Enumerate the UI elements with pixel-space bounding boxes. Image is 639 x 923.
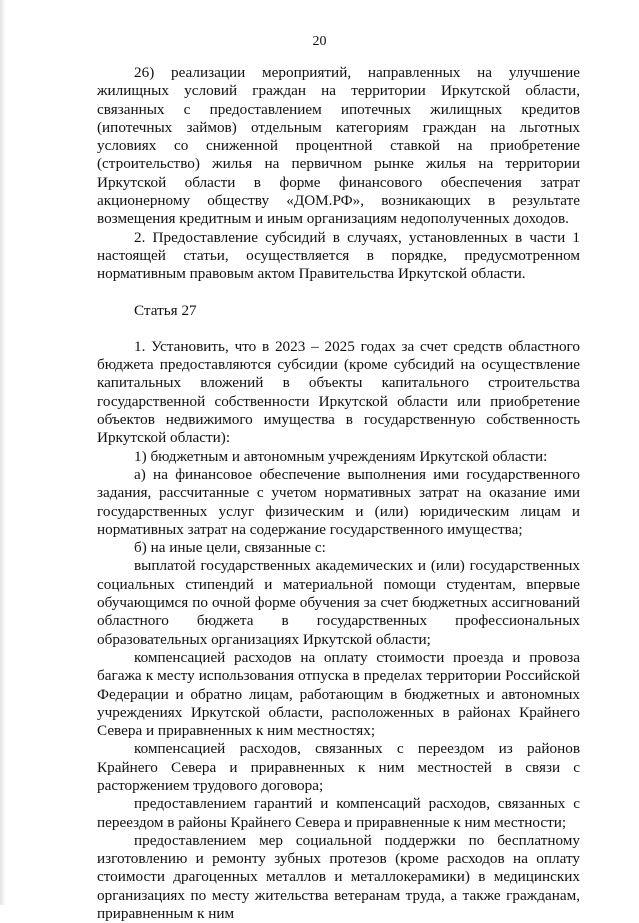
paragraph-budget-institutions: 1) бюджетным и автономным учреждениям Иркутской области: — [134, 447, 548, 465]
paragraph-subsidy-procedure: 2. Предоставление субсидий в случаях, установленных в части 1 настоящей статьи, осуществляется в порядке, предусмотренном нормативным правовым актом Правительства Иркутской области. — [97, 228, 580, 283]
paragraph-state-task: а) на финансовое обеспечение выполнения ими государственного задания, рассчитанные с учетом нормативных затрат на оказание ими государственных услуг физическим и (или) юридическим лицам и нормативных затрат на содержание государственного имущества; — [97, 465, 580, 538]
paragraph-relocation-from-north: компенсацией расходов, связанных с переездом из районов Крайнего Севера и приравненных к ним местностей в связи с расторжением трудового договора; — [97, 740, 580, 794]
paragraph-scholarships: выплатой государственных академических и (или) государственных социальных стипендий и материальной помощи студентам, впервые обучающимся по очной форме обучения за счет бюджетных ассигнований областного бюджета в государственных профессиональных образовательных организациях Иркутской области; — [97, 557, 580, 648]
paragraph-relocation-to-north: предоставлением гарантий и компенсаций расходов, связанных с переездом в районы Крайнего Севера и приравненные к ним местности; — [97, 795, 580, 831]
paragraph-dental-support: предоставлением мер социальной поддержки по бесплатному изготовлению и ремонту зубных протезов (кроме расходов на оплату стоимости драгоценных металлов и металлокерамики) в медицинских организациях по месту жительства ветеранам труда, а также гражданам, приравненным к ним — [97, 831, 580, 923]
paragraph-article-27-item-1: 1. Установить, что в 2023 – 2025 годах за счет средств областного бюджета предоставляются субсидии (кроме субсидий на осуществление капитальных вложений в объекты капитального строительства государственной собственности Иркутской области или приобретение объектов недвижимого имущества в государственную собственность Иркутской области): — [97, 337, 580, 447]
paragraph-travel-compensation: компенсацией расходов на оплату стоимости проезда и провоза багажа к месту использования отпуска в пределах территории Российской Федерации и обратно лицам, работающим в бюджетных и автономных учреждениях Иркутской области, расположенных в районах Крайнего Севера и приравненных к ним местностях; — [97, 648, 580, 740]
paragraph-other-purposes: б) на иные цели, связанные с: — [134, 539, 326, 557]
scan-edge-shadow — [0, 0, 6, 905]
article-heading: Статья 27 — [134, 301, 197, 319]
document-body — [97, 64, 580, 923]
page-number: 20 — [312, 34, 327, 49]
paragraph-subsidy-26: 26) реализации мероприятий, направленных на улучшение жилищных условий граждан на территории Иркутской области, связанных с предоставлением ипотечных жилищных кредитов (ипотечных займов) отдельным категориям граждан на льготных условиях со сниженной процентной ставкой на приобретение (строительство) жилья на первичном рынке жилья на территории Иркутской области в форме финансового обеспечения затрат акционерному обществу «ДОМ.РФ», возникающих в результате возмещения кредитным и иным организациям недополученных доходов. — [97, 64, 580, 228]
